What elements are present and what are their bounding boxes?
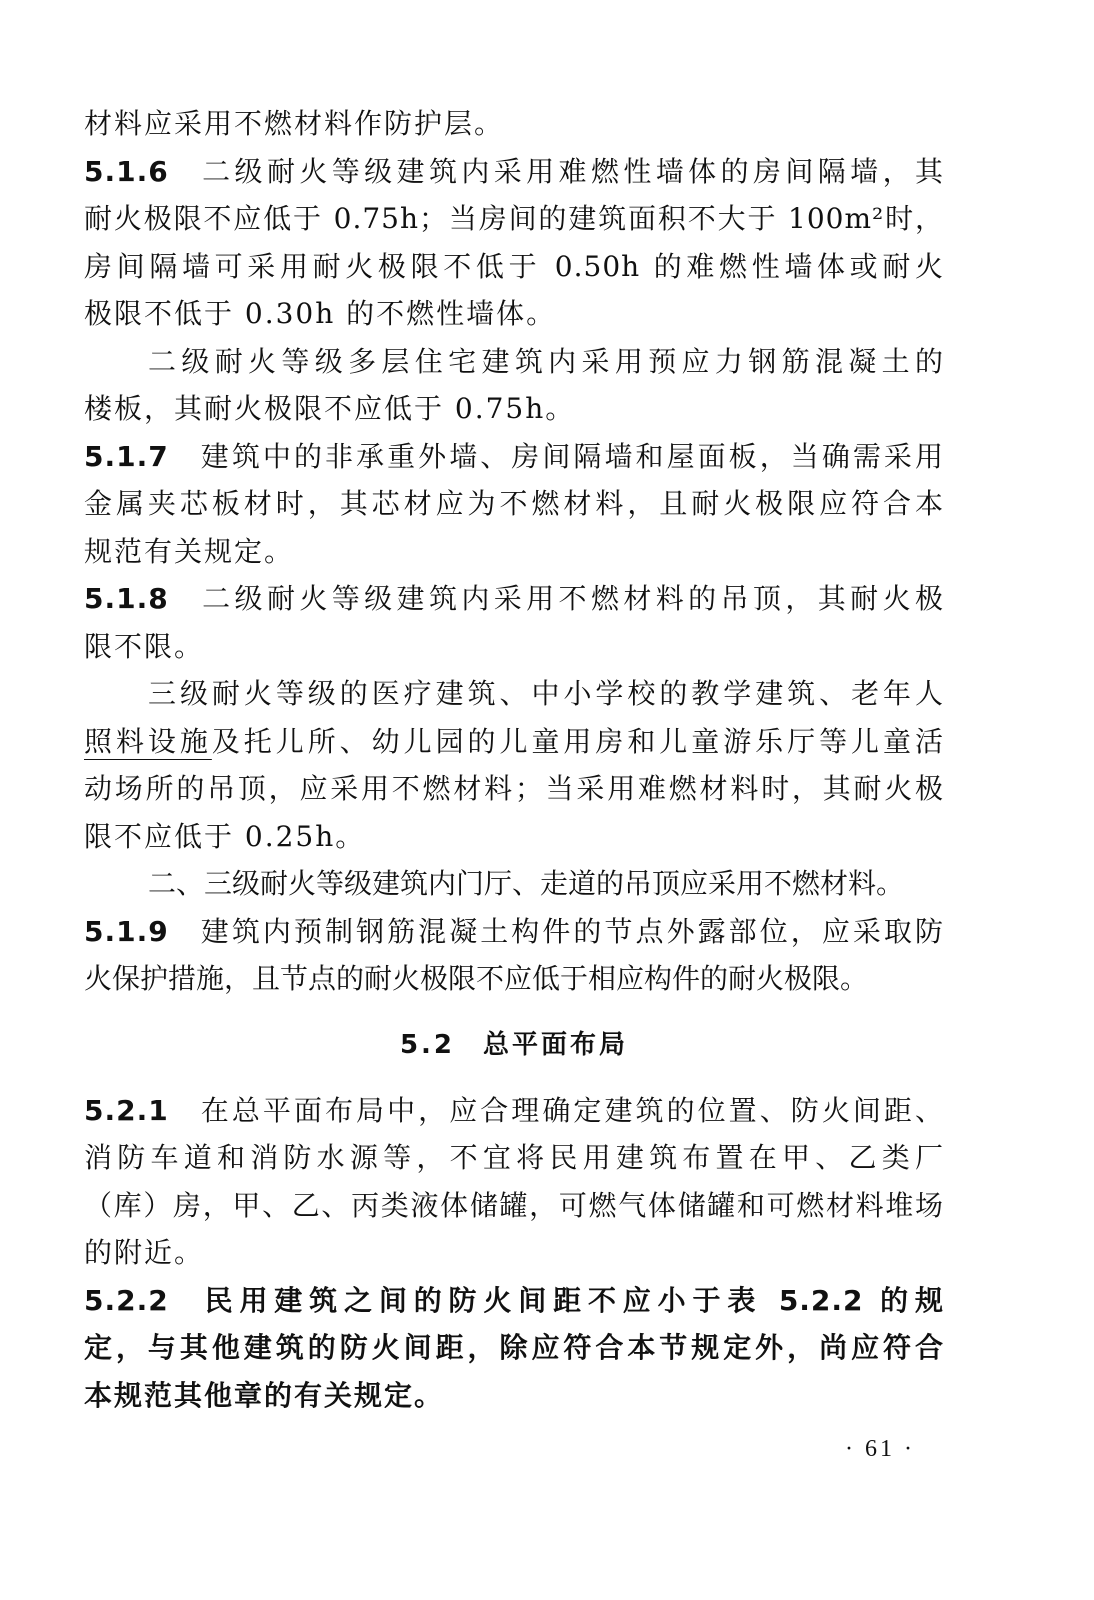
paragraph-line: 耐火极限不应低于 0.75h；当房间的建筑面积不大于 100m²时，	[84, 202, 944, 235]
paragraph-line: 的附近。	[84, 1236, 205, 1269]
paragraph-line: 楼板，其耐火极限不应低于 0.75h。	[84, 392, 576, 425]
clause-number: 5.1.8	[84, 582, 169, 615]
clause-5-2-1	[84, 1087, 944, 1135]
clause-number: 5.1.7	[84, 439, 169, 473]
paragraph-line: 火保护措施，且节点的耐火极限不应低于相应构件的耐火极限。	[84, 962, 869, 995]
page-number: · 61 ·	[845, 1436, 915, 1462]
paragraph-line: 动场所的吊顶，应采用不燃材料；当采用难燃材料时，其耐火极	[84, 772, 944, 805]
clause-number: 5.2.2	[84, 1283, 169, 1317]
clause-number: 5.1.6	[84, 154, 169, 188]
paragraph-line: 限不应低于 0.25h。	[84, 819, 366, 853]
clause-5-2-2	[84, 1277, 944, 1325]
section-heading	[84, 1019, 944, 1071]
paragraph-line: 二级耐火等级多层住宅建筑内采用预应力钢筋混凝土的	[148, 344, 944, 378]
clause-number: 5.1.9	[84, 914, 169, 948]
paragraph-line: 二、三级耐火等级建筑内门厅、走道的吊顶应采用不燃材料。	[148, 867, 905, 900]
paragraph-line: 三级耐火等级的医疗建筑、中小学校的教学建筑、老年人	[148, 677, 944, 710]
paragraph-line: 房间隔墙可采用耐火极限不低于 0.50h 的难燃性墙体或耐火	[84, 249, 944, 283]
clause-number: 5.2.1	[84, 1093, 169, 1127]
paragraph-line: （库）房，甲、乙、丙类液体储罐，可燃气体储罐和可燃材料堆场	[84, 1188, 944, 1222]
paragraph-text: 及托儿所、幼儿园的儿童用房和儿童游乐厅等儿童活	[211, 724, 944, 758]
paragraph-line: 极限不低于 0.30h 的不燃性墙体。	[84, 297, 557, 330]
paragraph-line	[84, 718, 944, 766]
clause-5-1-9	[84, 908, 944, 956]
paragraph-line: 定，与其他建筑的防火间距，除应符合本节规定外，尚应符合	[84, 1331, 944, 1364]
paragraph-text: 二级耐火等级建筑内采用不燃材料的吊顶，其耐火极	[198, 582, 944, 615]
paragraph-line: 规范有关规定。	[84, 534, 295, 568]
paragraph-line: 本规范其他章的有关规定。	[84, 1378, 445, 1412]
underlined-term: 照料设施	[84, 724, 212, 758]
paragraph-text: 建筑中的非承重外墙、房间隔墙和屋面板，当确需采用	[198, 439, 944, 473]
paragraph-line: 限不限。	[84, 629, 205, 663]
section-number: 5.2	[399, 1029, 456, 1060]
paragraph-line: 材料应采用不燃材料作防护层。	[84, 107, 505, 140]
clause-5-1-7	[84, 433, 944, 481]
paragraph-line: 金属夹芯板材时，其芯材应为不燃材料，且耐火极限应符合本	[84, 487, 944, 520]
paragraph-text: 民用建筑之间的防火间距不应小于表 5.2.2 的规	[198, 1283, 944, 1317]
clause-5-1-6	[84, 148, 944, 196]
paragraph-text: 在总平面布局中，应合理确定建筑的位置、防火间距、	[198, 1093, 944, 1127]
clause-5-1-8	[84, 575, 944, 623]
document-page	[84, 100, 944, 1419]
paragraph-text: 二级耐火等级建筑内采用难燃性墙体的房间隔墙，其	[198, 154, 944, 188]
paragraph-line: 消防车道和消防水源等，不宜将民用建筑布置在甲、乙类厂	[84, 1141, 944, 1174]
section-title: 总平面布局	[483, 1029, 629, 1060]
paragraph-text: 建筑内预制钢筋混凝土构件的节点外露部位，应采取防	[198, 914, 944, 948]
